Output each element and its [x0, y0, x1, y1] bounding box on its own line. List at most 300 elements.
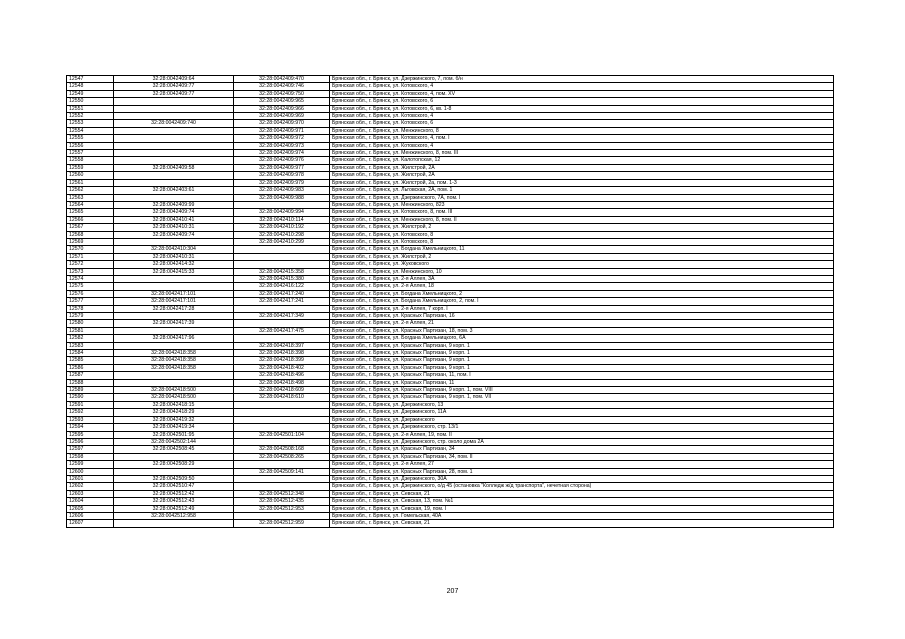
row-number-cell: 12584 [67, 350, 114, 357]
object-cadastral-number-cell [234, 483, 330, 490]
land-cadastral-number-cell: 32:28:0042418:358 [114, 350, 234, 357]
land-cadastral-number-cell [114, 113, 234, 120]
object-cadastral-number-cell: 32:28:0042512:953 [234, 505, 330, 512]
address-cell: Брянская обл., г. Брянск, ул. Котовского, 8, пом. III [330, 209, 834, 216]
object-cadastral-number-cell [234, 320, 330, 327]
land-cadastral-number-cell [114, 520, 234, 527]
address-cell: Брянская обл., г. Брянск, ул. 2-я Аллея, 21 [330, 320, 834, 327]
table-row [67, 505, 834, 512]
table-row [67, 483, 834, 490]
row-number-cell: 12603 [67, 490, 114, 497]
address-cell: Брянская обл., г. Брянск, ул. Красных Партизан, 11 [330, 379, 834, 386]
row-number-cell: 12567 [67, 224, 114, 231]
row-number-cell: 12570 [67, 246, 114, 253]
address-cell: Брянская обл., г. Брянск, ул. Богдана Хмельницкого, 2, пом. I [330, 298, 834, 305]
land-cadastral-number-cell: 32:28:0042512:49 [114, 505, 234, 512]
address-cell: Брянская обл., г. Брянск, ул. Котовского, 4, пом. I [330, 135, 834, 142]
table-row [67, 201, 834, 208]
object-cadastral-number-cell: 32:28:0042512:435 [234, 498, 330, 505]
table-row [67, 364, 834, 371]
table-row [67, 394, 834, 401]
row-number-cell: 12564 [67, 201, 114, 208]
land-cadastral-number-cell [114, 179, 234, 186]
address-cell: Брянская обл., г. Брянск, ул. Дзержинского, 7А, пом. I [330, 194, 834, 201]
object-cadastral-number-cell: 32:28:0042417:241 [234, 298, 330, 305]
address-cell: Брянская обл., г. Брянск, ул. Севская, 13, пом. №1 [330, 498, 834, 505]
row-number-cell: 12577 [67, 298, 114, 305]
row-number-cell: 12552 [67, 113, 114, 120]
address-cell: Брянская обл., г. Брянск, ул. Жилстрой, 2А [330, 172, 834, 179]
table-row [67, 157, 834, 164]
address-cell: Брянская обл., г. Брянск, ул. Менжинского, 8 [330, 127, 834, 134]
address-cell: Брянская обл., г. Брянск, ул. 2-я Аллея, 18 [330, 283, 834, 290]
land-cadastral-number-cell: 32:28:0042418:15 [114, 401, 234, 408]
row-number-cell: 12578 [67, 305, 114, 312]
table-row [67, 246, 834, 253]
table-row [67, 468, 834, 475]
object-cadastral-number-cell: 32:28:0042512:959 [234, 520, 330, 527]
land-cadastral-number-cell [114, 127, 234, 134]
address-cell: Брянская обл., г. Брянск, ул. Котовского, 4 [330, 113, 834, 120]
land-cadastral-number-cell [114, 135, 234, 142]
address-cell: Брянская обл., г. Брянск, ул. Менжинского, 8, пом. III [330, 150, 834, 157]
land-cadastral-number-cell: 32:28:0042409:740 [114, 120, 234, 127]
object-cadastral-number-cell: 32:28:0042416:122 [234, 283, 330, 290]
table-row [67, 387, 834, 394]
row-number-cell: 12607 [67, 520, 114, 527]
land-cadastral-number-cell [114, 313, 234, 320]
table-row [67, 268, 834, 275]
table-row [67, 120, 834, 127]
land-cadastral-number-cell: 32:28:0042410:31 [114, 253, 234, 260]
object-cadastral-number-cell: 32:28:0042409:972 [234, 135, 330, 142]
table-row [67, 446, 834, 453]
land-cadastral-number-cell: 32:28:0042409:77 [114, 83, 234, 90]
table-row [67, 313, 834, 320]
land-cadastral-number-cell: 32:28:0042409:64 [114, 76, 234, 83]
address-cell: Брянская обл., г. Брянск, ул. Красных Партизан, 16 [330, 313, 834, 320]
address-cell: Брянская обл., г. Брянск, ул. Красных Партизан, 9 корп. 1, пом. VIII [330, 387, 834, 394]
land-cadastral-number-cell [114, 372, 234, 379]
address-cell: Брянская обл., г. Брянск, ул. Котовского, 4, пом. XV [330, 90, 834, 97]
object-cadastral-number-cell [234, 201, 330, 208]
land-cadastral-number-cell: 32:28:0042409:99 [114, 201, 234, 208]
object-cadastral-number-cell: 32:28:0042409:470 [234, 76, 330, 83]
land-cadastral-number-cell: 32:28:0042409:74 [114, 231, 234, 238]
address-cell: Брянская обл., г. Брянск, ул. Дзержинского, стр. 13/1 [330, 424, 834, 431]
object-cadastral-number-cell: 32:28:0042409:983 [234, 187, 330, 194]
table-row [67, 164, 834, 171]
table-row [67, 453, 834, 460]
row-number-cell: 12585 [67, 357, 114, 364]
table-row [67, 98, 834, 105]
land-cadastral-number-cell: 32:28:0042509:50 [114, 475, 234, 482]
object-cadastral-number-cell: 32:28:0042409:978 [234, 172, 330, 179]
table-row [67, 401, 834, 408]
address-cell: Брянская обл., г. Брянск, ул. Жуковского [330, 261, 834, 268]
row-number-cell: 12600 [67, 468, 114, 475]
table-row [67, 76, 834, 83]
address-cell: Брянская обл., г. Брянск, ул. Дзержинского, стр. около дома 2А [330, 438, 834, 445]
object-cadastral-number-cell: 32:28:0042409:994 [234, 209, 330, 216]
land-cadastral-number-cell: 32:28:0042418:500 [114, 387, 234, 394]
address-cell: Брянская обл., г. Брянск, ул. Котовского, 8 [330, 231, 834, 238]
object-cadastral-number-cell: 32:28:0042512:348 [234, 490, 330, 497]
row-number-cell: 12599 [67, 461, 114, 468]
table-row [67, 187, 834, 194]
land-cadastral-number-cell: 32:28:0042512:43 [114, 498, 234, 505]
object-cadastral-number-cell: 32:28:0042509:141 [234, 468, 330, 475]
object-cadastral-number-cell: 32:28:0042409:746 [234, 83, 330, 90]
land-cadastral-number-cell: 32:28:0042403:61 [114, 187, 234, 194]
table-row [67, 357, 834, 364]
object-cadastral-number-cell: 32:28:0042418:397 [234, 342, 330, 349]
row-number-cell: 12550 [67, 98, 114, 105]
table-row [67, 224, 834, 231]
address-cell: Брянская обл., г. Брянск, ул. Красных Партизан, 9 корп. 1 [330, 357, 834, 364]
land-cadastral-number-cell [114, 275, 234, 282]
land-cadastral-number-cell [114, 342, 234, 349]
object-cadastral-number-cell: 32:28:0042418:402 [234, 364, 330, 371]
table-row [67, 150, 834, 157]
object-cadastral-number-cell: 32:28:0042418:496 [234, 372, 330, 379]
land-cadastral-number-cell: 32:28:0042409:77 [114, 90, 234, 97]
address-cell: Брянская обл., г. Брянск, ул. Богдана Хмельницкого, 11 [330, 246, 834, 253]
land-cadastral-number-cell [114, 468, 234, 475]
address-cell: Брянская обл., г. Брянск, ул. 2-я Аллея, 27 [330, 461, 834, 468]
row-number-cell: 12593 [67, 416, 114, 423]
table-row [67, 142, 834, 149]
row-number-cell: 12575 [67, 283, 114, 290]
table-row [67, 424, 834, 431]
address-cell: Брянская обл., г. Брянск, ул. Менжинского, 823 [330, 201, 834, 208]
object-cadastral-number-cell: 32:28:0042418:610 [234, 394, 330, 401]
object-cadastral-number-cell: 32:28:0042410:192 [234, 224, 330, 231]
row-number-cell: 12561 [67, 179, 114, 186]
object-cadastral-number-cell: 32:28:0042417:475 [234, 327, 330, 334]
table-row [67, 305, 834, 312]
table-row [67, 342, 834, 349]
object-cadastral-number-cell: 32:28:0042409:973 [234, 142, 330, 149]
row-number-cell: 12592 [67, 409, 114, 416]
row-number-cell: 12589 [67, 387, 114, 394]
row-number-cell: 12595 [67, 431, 114, 438]
row-number-cell: 12579 [67, 313, 114, 320]
land-cadastral-number-cell: 32:28:0042410:41 [114, 216, 234, 223]
object-cadastral-number-cell: 32:28:0042501:104 [234, 431, 330, 438]
table-row [67, 379, 834, 386]
row-number-cell: 12554 [67, 127, 114, 134]
table-row [67, 216, 834, 223]
object-cadastral-number-cell: 32:28:0042409:988 [234, 194, 330, 201]
address-cell: Брянская обл., г. Брянск, ул. Севская, 19, пом. I [330, 505, 834, 512]
land-cadastral-number-cell: 32:28:0042417:96 [114, 335, 234, 342]
object-cadastral-number-cell: 32:28:0042508:168 [234, 446, 330, 453]
table-row [67, 231, 834, 238]
row-number-cell: 12583 [67, 342, 114, 349]
object-cadastral-number-cell [234, 261, 330, 268]
table-row [67, 172, 834, 179]
row-number-cell: 12576 [67, 290, 114, 297]
object-cadastral-number-cell: 32:28:0042418:399 [234, 357, 330, 364]
table-row [67, 327, 834, 334]
row-number-cell: 12562 [67, 187, 114, 194]
table-row [67, 475, 834, 482]
object-cadastral-number-cell [234, 461, 330, 468]
land-cadastral-number-cell: 32:28:0042508:29 [114, 461, 234, 468]
land-cadastral-number-cell: 32:28:0042418:358 [114, 364, 234, 371]
address-cell: Брянская обл., г. Брянск, ул. Богдана Хмельницкого, 2 [330, 290, 834, 297]
object-cadastral-number-cell: 32:28:0042409:974 [234, 150, 330, 157]
object-cadastral-number-cell [234, 305, 330, 312]
address-cell: Брянская обл., г. Брянск, ул. Красных Партизан, 28, пом. 1 [330, 468, 834, 475]
table-row [67, 416, 834, 423]
table-body [67, 76, 834, 528]
row-number-cell: 12601 [67, 475, 114, 482]
address-cell: Брянская обл., г. Брянск, ул. 2-я Аллея, 19, пом. II [330, 431, 834, 438]
address-cell: Брянская обл., г. Брянск, ул. Менжинского, 8, пом. II [330, 216, 834, 223]
address-cell: Брянская обл., г. Брянск, ул. Котовского, 4 [330, 83, 834, 90]
row-number-cell: 12549 [67, 90, 114, 97]
object-cadastral-number-cell [234, 512, 330, 519]
row-number-cell: 12582 [67, 335, 114, 342]
object-cadastral-number-cell [234, 424, 330, 431]
land-cadastral-number-cell: 32:28:0042512:958 [114, 512, 234, 519]
row-number-cell: 12569 [67, 238, 114, 245]
address-cell: Брянская обл., г. Брянск, ул. Жилстрой, 2 [330, 224, 834, 231]
row-number-cell: 12572 [67, 261, 114, 268]
address-cell: Брянская обл., г. Брянск, ул. Дзержинского, 7, пом. б/н [330, 76, 834, 83]
table-row [67, 298, 834, 305]
row-number-cell: 12571 [67, 253, 114, 260]
address-cell: Брянская обл., г. Брянск, ул. Гомельская, 40А [330, 512, 834, 519]
address-cell: Брянская обл., г. Брянск, ул. Котовского, 4 [330, 142, 834, 149]
object-cadastral-number-cell [234, 416, 330, 423]
land-cadastral-number-cell [114, 238, 234, 245]
row-number-cell: 12602 [67, 483, 114, 490]
row-number-cell: 12556 [67, 142, 114, 149]
table-row [67, 520, 834, 527]
land-cadastral-number-cell: 32:28:0042409:58 [114, 164, 234, 171]
address-cell: Брянская обл., г. Брянск, ул. Калотопская, 12 [330, 157, 834, 164]
row-number-cell: 12565 [67, 209, 114, 216]
object-cadastral-number-cell: 32:28:0042409:966 [234, 105, 330, 112]
row-number-cell: 12581 [67, 327, 114, 334]
table-row [67, 438, 834, 445]
object-cadastral-number-cell: 32:28:0042410:298 [234, 231, 330, 238]
land-cadastral-number-cell: 32:28:0042417:101 [114, 290, 234, 297]
row-number-cell: 12558 [67, 157, 114, 164]
table-row [67, 113, 834, 120]
row-number-cell: 12596 [67, 438, 114, 445]
object-cadastral-number-cell: 32:28:0042418:609 [234, 387, 330, 394]
land-cadastral-number-cell [114, 172, 234, 179]
row-number-cell: 12587 [67, 372, 114, 379]
page-number: 207 [446, 588, 459, 595]
object-cadastral-number-cell: 32:28:0042409:750 [234, 90, 330, 97]
table-row [67, 490, 834, 497]
land-cadastral-number-cell [114, 194, 234, 201]
row-number-cell: 12559 [67, 164, 114, 171]
row-number-cell: 12573 [67, 268, 114, 275]
land-cadastral-number-cell: 32:28:0042417:39 [114, 320, 234, 327]
row-number-cell: 12560 [67, 172, 114, 179]
address-cell: Брянская обл., г. Брянск, ул. Дзержинского, 11А [330, 409, 834, 416]
land-cadastral-number-cell: 32:28:0042510:47 [114, 483, 234, 490]
address-cell: Брянская обл., г. Брянск, ул. Севская, 21 [330, 490, 834, 497]
table-row [67, 512, 834, 519]
land-cadastral-number-cell: 32:28:0042419:32 [114, 416, 234, 423]
object-cadastral-number-cell: 32:28:0042409:965 [234, 98, 330, 105]
land-cadastral-number-cell: 32:28:0042414:32 [114, 261, 234, 268]
table-row [67, 461, 834, 468]
object-cadastral-number-cell: 32:28:0042415:380 [234, 275, 330, 282]
land-cadastral-number-cell [114, 379, 234, 386]
address-cell: Брянская обл., г. Брянск, ул. Котовского, 6, кв. 1-8 [330, 105, 834, 112]
address-cell: Брянская обл., г. Брянск, ул. Жилстрой, 2 [330, 253, 834, 260]
land-cadastral-number-cell [114, 453, 234, 460]
table-row [67, 127, 834, 134]
land-cadastral-number-cell: 32:28:0042418:500 [114, 394, 234, 401]
row-number-cell: 12548 [67, 83, 114, 90]
object-cadastral-number-cell [234, 401, 330, 408]
row-number-cell: 12591 [67, 401, 114, 408]
object-cadastral-number-cell: 32:28:0042418:398 [234, 350, 330, 357]
row-number-cell: 12563 [67, 194, 114, 201]
land-cadastral-number-cell: 32:28:0042512:42 [114, 490, 234, 497]
row-number-cell: 12574 [67, 275, 114, 282]
row-number-cell: 12580 [67, 320, 114, 327]
address-cell: Брянская обл., г. Брянск, ул. Жилстрой, 2а, пом. 1-3 [330, 179, 834, 186]
table-row [67, 335, 834, 342]
object-cadastral-number-cell [234, 246, 330, 253]
row-number-cell: 12606 [67, 512, 114, 519]
table-row [67, 372, 834, 379]
row-number-cell: 12588 [67, 379, 114, 386]
land-cadastral-number-cell [114, 157, 234, 164]
address-cell: Брянская обл., г. Брянск, ул. Севская, 21 [330, 520, 834, 527]
object-cadastral-number-cell: 32:28:0042417:349 [234, 313, 330, 320]
table-row [67, 179, 834, 186]
land-cadastral-number-cell: 32:28:0042409:74 [114, 209, 234, 216]
address-cell: Брянская обл., г. Брянск, ул. Красных Партизан, 9 корп. 1 [330, 350, 834, 357]
address-cell: Брянская обл., г. Брянск, ул. Менжинского, 10 [330, 268, 834, 275]
land-cadastral-number-cell: 32:28:0042417:28 [114, 305, 234, 312]
table-row [67, 498, 834, 505]
object-cadastral-number-cell: 32:28:0042410:299 [234, 238, 330, 245]
row-number-cell: 12598 [67, 453, 114, 460]
table-row [67, 194, 834, 201]
object-cadastral-number-cell: 32:28:0042409:977 [234, 164, 330, 171]
address-cell: Брянская обл., г. Брянск, ул. Красных Партизан, 34, пом. II [330, 453, 834, 460]
address-cell: Брянская обл., г. Брянск, ул. Красных Партизан, 9 корп. 1 [330, 364, 834, 371]
land-cadastral-number-cell: 32:28:0042418:358 [114, 357, 234, 364]
table-row [67, 290, 834, 297]
table-row [67, 105, 834, 112]
land-cadastral-number-cell [114, 327, 234, 334]
address-cell: Брянская обл., г. Брянск, ул. Жилстрой, 2А [330, 164, 834, 171]
address-cell: Брянская обл., г. Брянск, ул. Дзержинского, о/д 45 (остановка "Колледж ж/д транспорта", нечетная сторона) [330, 483, 834, 490]
address-cell: Брянская обл., г. Брянск, ул. 2-я Аллея, 3А [330, 275, 834, 282]
table-row [67, 209, 834, 216]
address-cell: Брянская обл., г. Брянск, ул. 2-я Аллея, 7 корп. I [330, 305, 834, 312]
table-row [67, 90, 834, 97]
object-cadastral-number-cell [234, 335, 330, 342]
object-cadastral-number-cell: 32:28:0042409:969 [234, 113, 330, 120]
land-cadastral-number-cell: 32:28:0042508:45 [114, 446, 234, 453]
address-cell: Брянская обл., г. Брянск, ул. Дзержинского [330, 416, 834, 423]
address-cell: Брянская обл., г. Брянск, ул. Красных Партизан, 9 корп. 1 [330, 342, 834, 349]
address-cell: Брянская обл., г. Брянск, ул. Котовского, 6 [330, 98, 834, 105]
row-number-cell: 12555 [67, 135, 114, 142]
object-cadastral-number-cell: 32:28:0042409:979 [234, 179, 330, 186]
address-cell: Брянская обл., г. Брянск, ул. Льговская, 2А, пом. 1 [330, 187, 834, 194]
row-number-cell: 12557 [67, 150, 114, 157]
land-cadastral-number-cell [114, 283, 234, 290]
address-cell: Брянская обл., г. Брянск, ул. Красных Партизан, 9 корп. 1, пом. VII [330, 394, 834, 401]
table-row [67, 283, 834, 290]
table-row [67, 238, 834, 245]
object-cadastral-number-cell: 32:28:0042417:240 [234, 290, 330, 297]
table-row [67, 135, 834, 142]
row-number-cell: 12586 [67, 364, 114, 371]
object-cadastral-number-cell: 32:28:0042410:114 [234, 216, 330, 223]
table-row [67, 320, 834, 327]
row-number-cell: 12605 [67, 505, 114, 512]
address-cell: Брянская обл., г. Брянск, ул. Красных Партизан, 11, пом. I [330, 372, 834, 379]
row-number-cell: 12597 [67, 446, 114, 453]
object-cadastral-number-cell [234, 438, 330, 445]
object-cadastral-number-cell: 32:28:0042409:970 [234, 120, 330, 127]
address-cell: Брянская обл., г. Брянск, ул. Дзержинского, 30А [330, 475, 834, 482]
address-cell: Брянская обл., г. Брянск, ул. Котовского, 8 [330, 238, 834, 245]
land-cadastral-number-cell: 32:28:0042410:31 [114, 224, 234, 231]
cadastral-table [66, 75, 834, 528]
table-row [67, 83, 834, 90]
land-cadastral-number-cell: 32:28:0042502:144 [114, 438, 234, 445]
land-cadastral-number-cell: 32:28:0042415:33 [114, 268, 234, 275]
table-row [67, 409, 834, 416]
row-number-cell: 12568 [67, 231, 114, 238]
row-number-cell: 12547 [67, 76, 114, 83]
object-cadastral-number-cell: 32:28:0042409:976 [234, 157, 330, 164]
table-row [67, 253, 834, 260]
land-cadastral-number-cell: 32:28:0042419:34 [114, 424, 234, 431]
object-cadastral-number-cell: 32:28:0042415:358 [234, 268, 330, 275]
row-number-cell: 12594 [67, 424, 114, 431]
land-cadastral-number-cell: 32:28:0042501:95 [114, 431, 234, 438]
object-cadastral-number-cell [234, 409, 330, 416]
row-number-cell: 12553 [67, 120, 114, 127]
object-cadastral-number-cell [234, 253, 330, 260]
object-cadastral-number-cell: 32:28:0042508:265 [234, 453, 330, 460]
table-row [67, 350, 834, 357]
row-number-cell: 12590 [67, 394, 114, 401]
land-cadastral-number-cell [114, 98, 234, 105]
land-cadastral-number-cell: 32:28:0042410:304 [114, 246, 234, 253]
object-cadastral-number-cell: 32:28:0042409:971 [234, 127, 330, 134]
address-cell: Брянская обл., г. Брянск, ул. Дзержинского, 13 [330, 401, 834, 408]
object-cadastral-number-cell [234, 475, 330, 482]
table-row [67, 431, 834, 438]
land-cadastral-number-cell [114, 142, 234, 149]
address-cell: Брянская обл., г. Брянск, ул. Котовского, 6 [330, 120, 834, 127]
address-cell: Брянская обл., г. Брянск, ул. Красных Партизан, 18, пом. 3 [330, 327, 834, 334]
table-row [67, 261, 834, 268]
row-number-cell: 12551 [67, 105, 114, 112]
row-number-cell: 12604 [67, 498, 114, 505]
land-cadastral-number-cell [114, 150, 234, 157]
